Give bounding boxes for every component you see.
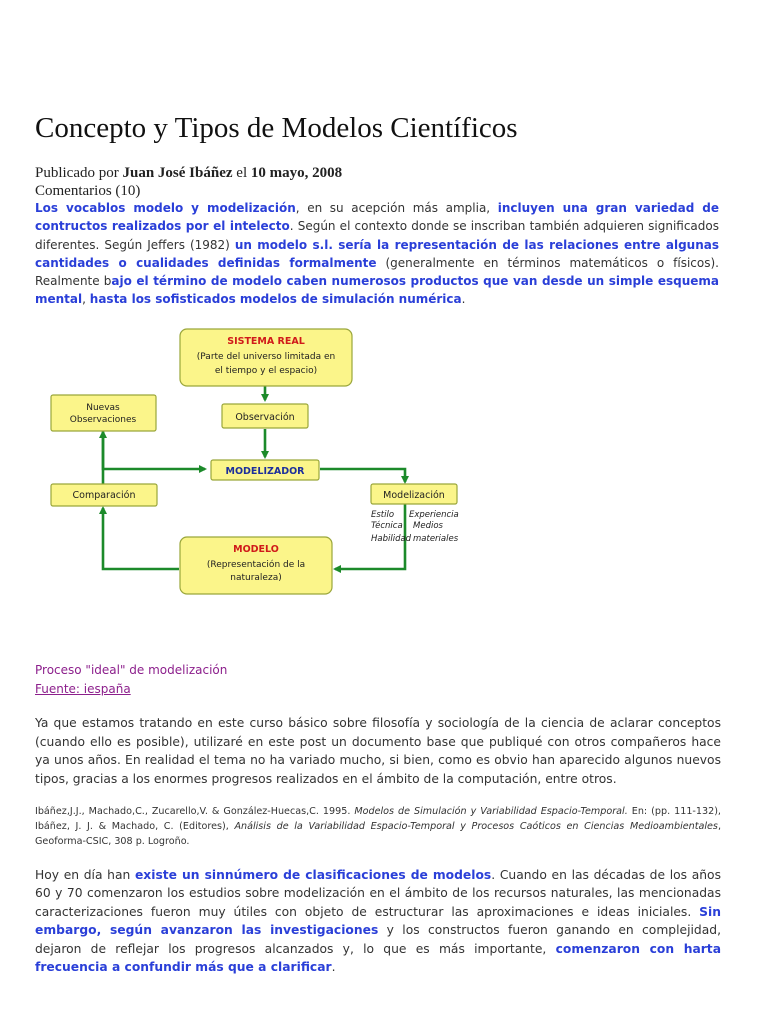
highlight: Sin embargo, según avanzaron las investigaciones	[35, 904, 721, 938]
text: y los constructos fueron ganando en complejidad, dejaron de reflejar los progresos alcanzados y, lo que es más importante,	[35, 923, 721, 956]
nuevas-line1: Nuevas	[86, 403, 120, 413]
highlight: incluyen una gran variedad de contructos realizados por el intelecto	[35, 201, 719, 234]
highlight: existe un sinnúmero de clasificaciones de modelos	[134, 868, 492, 882]
estilo-label: Estilo	[371, 510, 395, 520]
modelizador-label: MODELIZADOR	[225, 466, 305, 477]
highlight: un modelo s.l. sería la representación de las relaciones entre algunas cantidades o cualidades definidas formalmente	[35, 237, 720, 270]
reference-citation	[35, 804, 721, 849]
ref-editors: En: (pp. 111-132), Ibáñez, J. J. & Machado, C. (Editores),	[35, 806, 721, 832]
paragraph-classifications	[35, 866, 721, 976]
modelo-line1: (Representación de la	[206, 560, 306, 570]
diagram-svg	[35, 322, 479, 609]
modelizador-box	[211, 460, 319, 480]
text: , en su acepción más amplia,	[295, 201, 498, 215]
published-prefix: Publicado por	[35, 165, 123, 181]
modelizacion-box	[371, 484, 457, 504]
comparacion-label: Comparación	[72, 490, 136, 501]
medios-label: Medios	[413, 521, 443, 531]
text: Hoy en día han	[35, 868, 135, 882]
byline	[35, 164, 342, 182]
nuevas-observaciones-box	[51, 395, 156, 431]
intro-paragraph	[35, 199, 719, 309]
modelizacion-label: Modelización	[383, 490, 445, 501]
source-link[interactable]: Fuente: iespaña	[35, 682, 131, 696]
tecnica-label: Técnica	[371, 521, 403, 531]
highlight: hasta los sofisticados modelos de simulación numérica	[89, 292, 462, 307]
text: .	[461, 292, 466, 307]
author-name: Juan José Ibáñez	[122, 165, 233, 181]
modeling-process-diagram	[35, 322, 479, 609]
text: (generalmente en términos matemáticos o físicos). Realmente b	[35, 255, 719, 289]
post-meta	[35, 164, 342, 200]
observacion-label: Observación	[235, 412, 295, 423]
post-date: 10 mayo, 2008	[250, 165, 343, 181]
page-title: Concepto y Tipos de Modelos Científicos	[35, 112, 518, 144]
modelo-title: MODELO	[233, 544, 279, 555]
modelo-line2: naturaleza)	[230, 573, 282, 583]
highlight: Los vocablos modelo y modelización	[35, 201, 296, 215]
paragraph-context: Ya que estamos tratando en este curso básico sobre filosofía y sociología de la ciencia de aclarar conceptos (cuando ello es posible), utilizaré en este post un documento base que publiqué con otros compañeros hace ya unos años. En realidad el tema no ha variado mucho, si bien, como es obvio han aparecido algunos nuevos tipos, gracias a los enormes progresos realizados en el ámbito de la computación, entre otros.	[35, 716, 721, 786]
sistema-real-title: SISTEMA REAL	[227, 336, 305, 347]
arrow-nuevas-to-modelizador	[103, 425, 205, 469]
arrow-modelo-to-comparacion	[103, 508, 179, 569]
comparacion-box	[51, 484, 157, 506]
text: . Según el contexto donde se inscriban también adquieren significados diferentes. Según Jeffers (1982)	[35, 219, 719, 252]
published-mid: el	[232, 165, 251, 181]
observacion-box	[222, 404, 308, 428]
text: ,	[82, 292, 90, 307]
modelo-box	[180, 537, 332, 594]
highlight: ajo el término de modelo caben numerosos productos que van desde un simple esquema mental	[35, 274, 719, 307]
highlight: comenzaron con harta frecuencia a confundir más que a clarificar	[35, 941, 721, 975]
text: .	[331, 960, 336, 975]
ref-title: Modelos de Simulación y Variabilidad Espacio-Temporal.	[354, 806, 628, 817]
materiales-label: materiales	[413, 534, 459, 544]
nuevas-line2: Observaciones	[69, 415, 137, 425]
figure-caption	[35, 661, 227, 699]
comments-link[interactable]: Comentarios (10)	[35, 183, 141, 199]
ref-publisher: , Geoforma-CSIC, 308 p. Logroño.	[35, 821, 721, 847]
sistema-real-box	[180, 329, 352, 386]
habilidad-label: Habilidad	[371, 534, 412, 544]
experiencia-label: Experiencia	[409, 510, 459, 520]
ref-book: Análisis de la Variabilidad Espacio-Temporal y Procesos Caóticos en Ciencias Medioambientales	[234, 821, 718, 832]
sistema-real-line2: el tiempo y el espacio)	[214, 366, 318, 376]
caption-text: Proceso "ideal" de modelización	[35, 663, 228, 677]
text: . Cuando en las décadas de los años 60 y 70 comenzaron los estudios sobre modelización en el ámbito de los recursos naturales, las mencionadas caracterizaciones fueron muy útiles con objeto de estructurar las aproximaciones e ideas iniciales.	[35, 868, 721, 919]
ref-authors: Ibáñez,J.J., Machado,C., Zucarello,V. & González-Huecas,C. 1995.	[35, 806, 355, 817]
arrow-modelizador-to-modelizacion	[320, 469, 405, 482]
sistema-real-line1: (Parte del universo limitada en	[196, 352, 336, 362]
